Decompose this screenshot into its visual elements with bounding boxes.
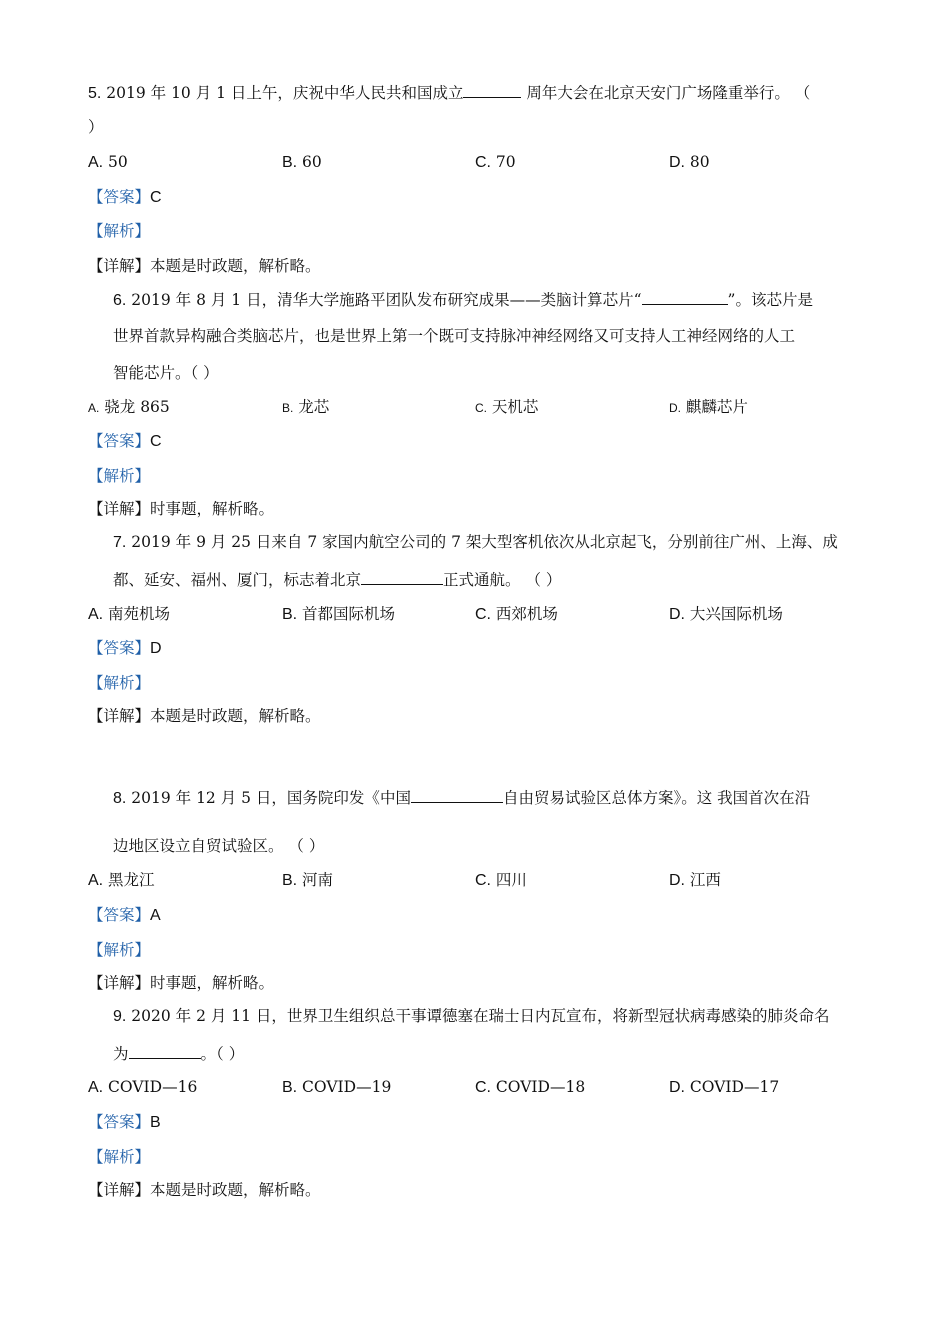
option-b[interactable]: B. 60: [282, 153, 322, 171]
analysis-line: 【解析】: [88, 467, 151, 485]
question-6-stem-cont: 世界首款异构融合类脑芯片，也是世界上第一个既可支持脉冲神经网络又可支持人工神经网络的人工: [113, 327, 796, 345]
option-d[interactable]: D. 麒麟芯片: [669, 398, 748, 416]
option-b[interactable]: B. COVID—19: [282, 1078, 392, 1096]
option-c[interactable]: C. 天机芯: [475, 398, 539, 416]
question-9-stem-cont: 为 。（ ）: [113, 1045, 245, 1063]
question-5-stem-cont: ）: [88, 118, 104, 136]
option-a[interactable]: A. 黑龙江: [88, 871, 155, 889]
analysis-line: 【解析】: [88, 222, 151, 240]
answer-blank: [642, 289, 728, 305]
question-5-stem: 5. 2019 年 10 月 1 日上午，庆祝中华人民共和国成立 周年大会在北京天安门广场隆重举行。 （: [88, 84, 811, 102]
option-c[interactable]: C. 70: [475, 153, 516, 171]
option-b[interactable]: B. 河南: [282, 871, 334, 889]
option-a[interactable]: A. 骁龙 865: [88, 398, 170, 416]
option-c[interactable]: C. 四川: [475, 871, 527, 889]
analysis-line: 【解析】: [88, 1148, 151, 1166]
detail-line: 【详解】本题是时政题，解析略。: [88, 257, 321, 275]
option-b[interactable]: B. 首都国际机场: [282, 605, 396, 623]
detail-line: 【详解】时事题，解析略。: [88, 974, 275, 992]
question-number: 6.: [113, 292, 127, 309]
answer-line: 【答案】B: [88, 1113, 161, 1131]
detail-line: 【详解】本题是时政题，解析略。: [88, 707, 321, 725]
analysis-line: 【解析】: [88, 674, 151, 692]
question-number: 8.: [113, 790, 127, 807]
option-c[interactable]: C. 西郊机场: [475, 605, 558, 623]
option-b[interactable]: B. 龙芯: [282, 398, 330, 416]
option-d[interactable]: D. 大兴国际机场: [669, 605, 783, 623]
option-d[interactable]: D. 江西: [669, 871, 721, 889]
question-6-stem: 6. 2019 年 8 月 1 日，清华大学施路平团队发布研究成果——类脑计算芯片“ ”。该芯片是: [113, 291, 813, 309]
question-number: 7.: [113, 534, 127, 551]
analysis-line: 【解析】: [88, 941, 151, 959]
answer-blank: [129, 1043, 201, 1059]
answer-line: 【答案】D: [88, 639, 162, 657]
answer-line: 【答案】C: [88, 432, 162, 450]
detail-line: 【详解】本题是时政题，解析略。: [88, 1181, 321, 1199]
question-7-stem: 7. 2019 年 9 月 25 日来自 7 家国内航空公司的 7 架大型客机依次从北京起飞，分别前往广州、上海、成: [113, 533, 838, 551]
option-c[interactable]: C. COVID—18: [475, 1078, 586, 1096]
question-8-stem: 8. 2019 年 12 月 5 日，国务院印发《中国 自由贸易试验区总体方案》。这 我国首次在沿: [113, 789, 811, 807]
question-6-stem-cont: 智能芯片。（ ）: [113, 364, 219, 382]
answer-line: 【答案】C: [88, 188, 162, 206]
detail-line: 【详解】时事题，解析略。: [88, 500, 275, 518]
answer-blank: [463, 82, 521, 98]
option-a[interactable]: A. COVID—16: [88, 1078, 198, 1096]
option-d[interactable]: D. 80: [669, 153, 710, 171]
question-7-stem-cont: 都、延安、福州、厦门，标志着北京 正式通航。 （ ）: [113, 571, 562, 589]
answer-blank: [411, 787, 503, 803]
option-a[interactable]: A. 南苑机场: [88, 605, 171, 623]
question-8-stem-cont: 边地区设立自贸试验区。 （ ）: [113, 837, 325, 855]
option-d[interactable]: D. COVID—17: [669, 1078, 780, 1096]
answer-line: 【答案】A: [88, 906, 161, 924]
question-9-stem: 9. 2020 年 2 月 11 日，世界卫生组织总干事谭德塞在瑞士日内瓦宣布，将新型冠状病毒感染的肺炎命名: [113, 1007, 830, 1025]
option-a[interactable]: A. 50: [88, 153, 128, 171]
answer-blank: [361, 569, 443, 585]
question-number: 9.: [113, 1008, 127, 1025]
question-number: 5.: [88, 85, 102, 102]
